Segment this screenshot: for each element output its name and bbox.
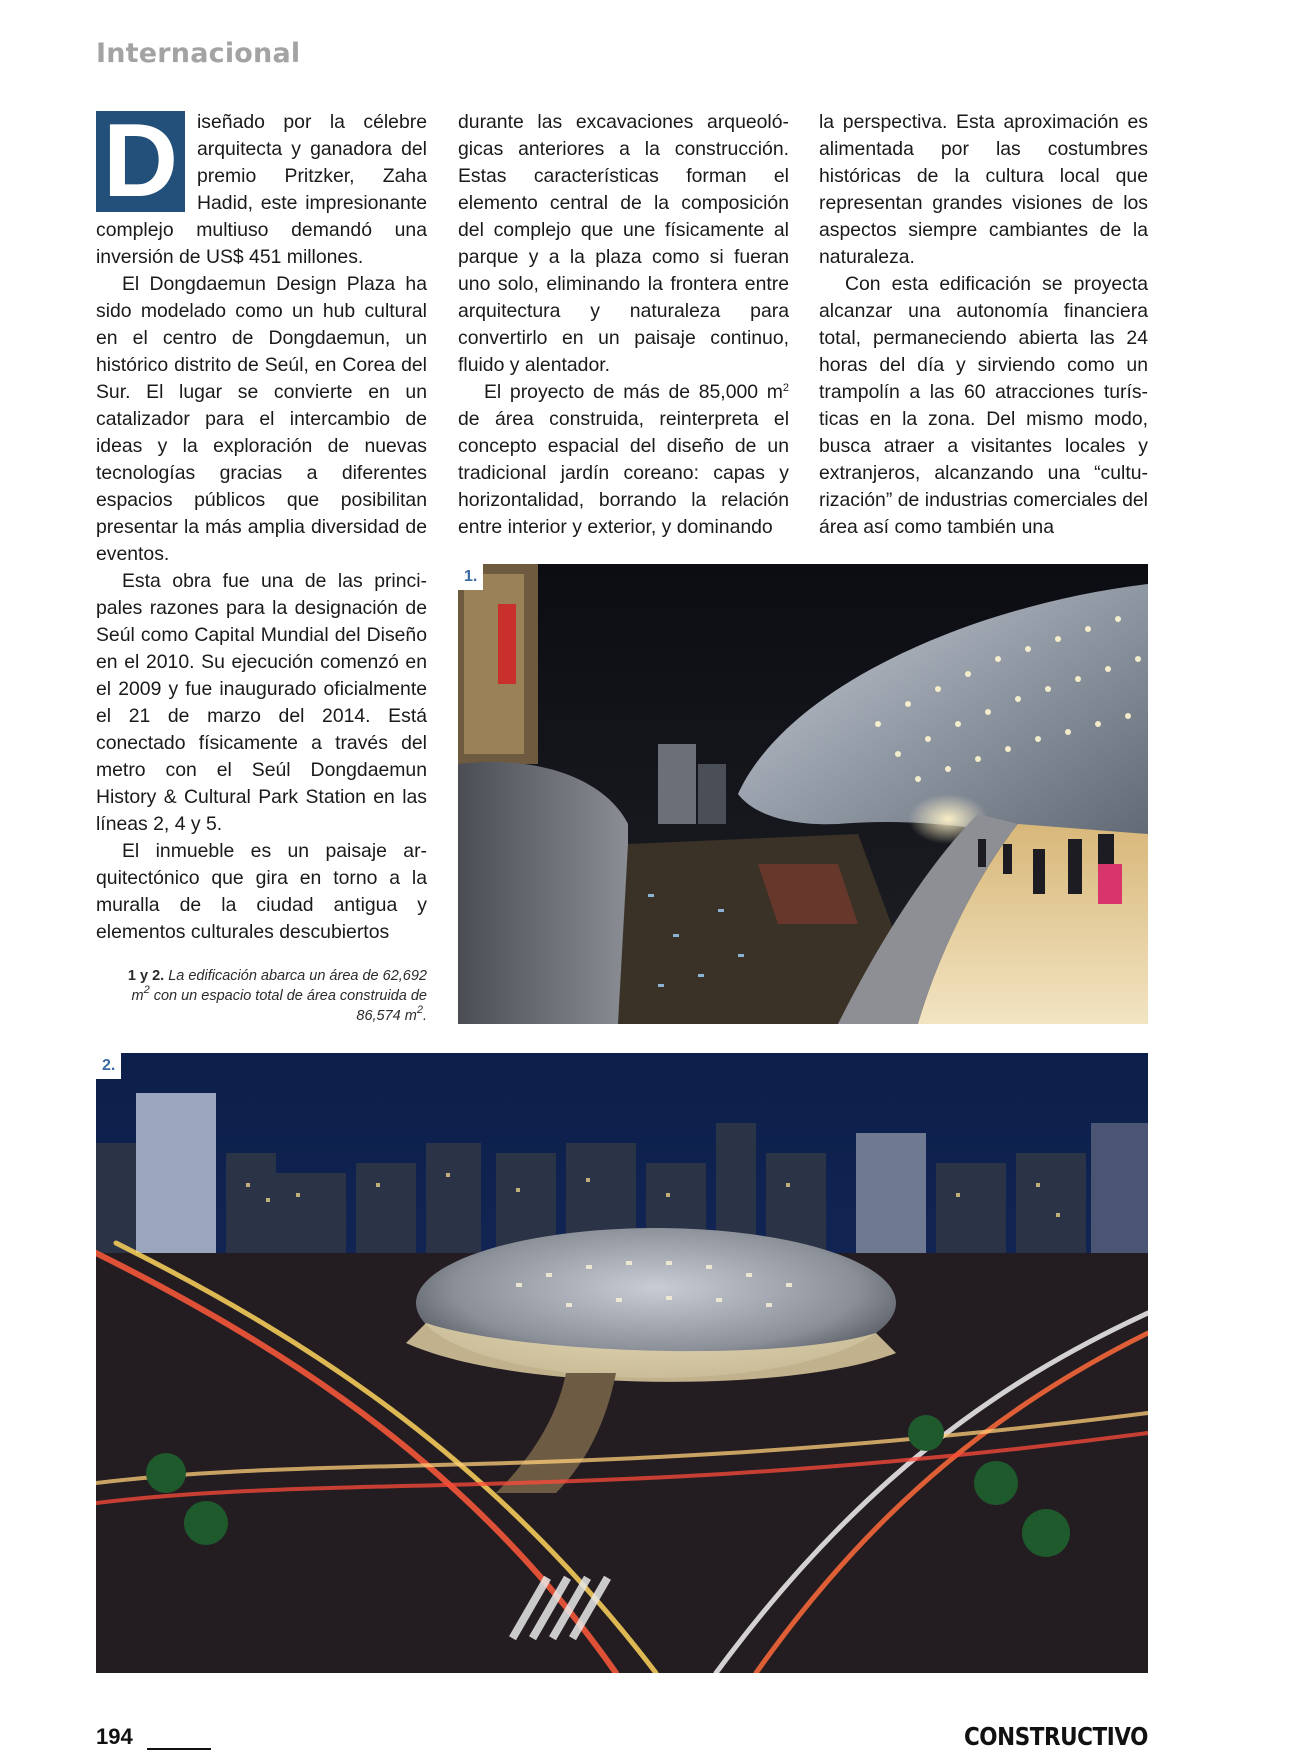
caption-text: . [422, 1008, 427, 1024]
paragraph: Esta obra fue una de las principales razones para la designación de Seúl como Capital Mundial del Diseño en el 2010. Su ejecución comenzó en el 2009 y fue inaugurado oficialmente el 21 de marzo del 2014. Está conectado físicamente a través del metro con el Seúl Dongdaemun History & Cultural Park Station en las líneas 2, 4 y 5. [96, 570, 427, 835]
paragraph [96, 103, 427, 271]
article-column-1 [96, 103, 427, 946]
section-label: Internacional [96, 38, 301, 69]
photo-caption [120, 966, 427, 1026]
paragraph: la perspectiva. Esta aproximación es alimentada por las costumbres históricas de la cultura local que representan grandes visiones de los aspectos siempre cambiantes de la naturaleza. [819, 111, 1148, 268]
paragraph-text: iseñado por la célebre arquitecta y ganadora del premio Pritzker, Zaha Hadid, este impresionante complejo multiuso demandó una inversión de US$ 451 millones. [96, 111, 427, 268]
paragraph-text: El proyecto de más de 85,000 m [484, 381, 783, 403]
photo-illustration [458, 564, 1148, 1024]
caption-number: 1 y 2. [127, 968, 165, 984]
caption-text: La edificación abarca un área de 62,692 m [131, 968, 427, 1004]
paragraph: Con esta edificación se proyecta alcanzar una autonomía financiera total, permaneciendo abierta las 24 horas del día y sirviendo como un trampolín a las 60 atracciones turísticas en la zona. Del mismo modo, busca atraer a visitantes locales y extranjeros, alcanzando una “culturización” de industrias comerciales del área así como también una [819, 273, 1148, 538]
paragraph [458, 379, 789, 541]
magazine-name: CONSTRUCTIVO [963, 1722, 1148, 1751]
superscript: 2 [416, 1004, 423, 1016]
superscript: 2 [143, 984, 150, 996]
page-number: 194 [96, 1724, 133, 1749]
caption-text: con un espacio total de área construida de 86,574 m [149, 988, 427, 1024]
paragraph: El inmueble es un paisaje arquitectónico que gira en torno a la muralla de la ciudad antigua y elementos culturales descubiertos [96, 840, 427, 943]
drop-cap: D [96, 111, 185, 212]
photo-number: 1. [458, 564, 483, 590]
photo-aerial-plaza [96, 1053, 1148, 1673]
footer-rule [147, 1748, 211, 1750]
superscript: 2 [782, 382, 789, 394]
photo-number: 2. [96, 1053, 121, 1079]
article-column-3 [819, 109, 1148, 541]
paragraph: durante las excavaciones arqueológicas anteriores a la construcción. Estas características forman el elemento central de la composición del complejo que une físicamente al parque y a la plaza como si fueran uno solo, eliminando la frontera entre arquitectura y naturaleza para convertirlo en un paisaje continuo, fluido y alentador. [458, 111, 789, 376]
photo-illustration [96, 1053, 1148, 1673]
photo-building-walkway [458, 564, 1148, 1024]
paragraph-text: de área construida, reinterpreta el concepto espacial del diseño de un tradicional jardín coreano: capas y horizontalidad, borrando la relación entre interior y exterior, y dominando [458, 408, 789, 538]
paragraph: El Dongdaemun Design Plaza ha sido modelado como un hub cultural en el centro de Dongdaemun, un histórico distrito de Seúl, en Corea del Sur. El lugar se convierte en un catalizador para el intercambio de ideas y la exploración de nuevas tecnologías gracias a diferentes espacios públicos que posibilitan presentar la más amplia diversidad de eventos. [96, 273, 427, 565]
article-column-2 [458, 109, 789, 541]
